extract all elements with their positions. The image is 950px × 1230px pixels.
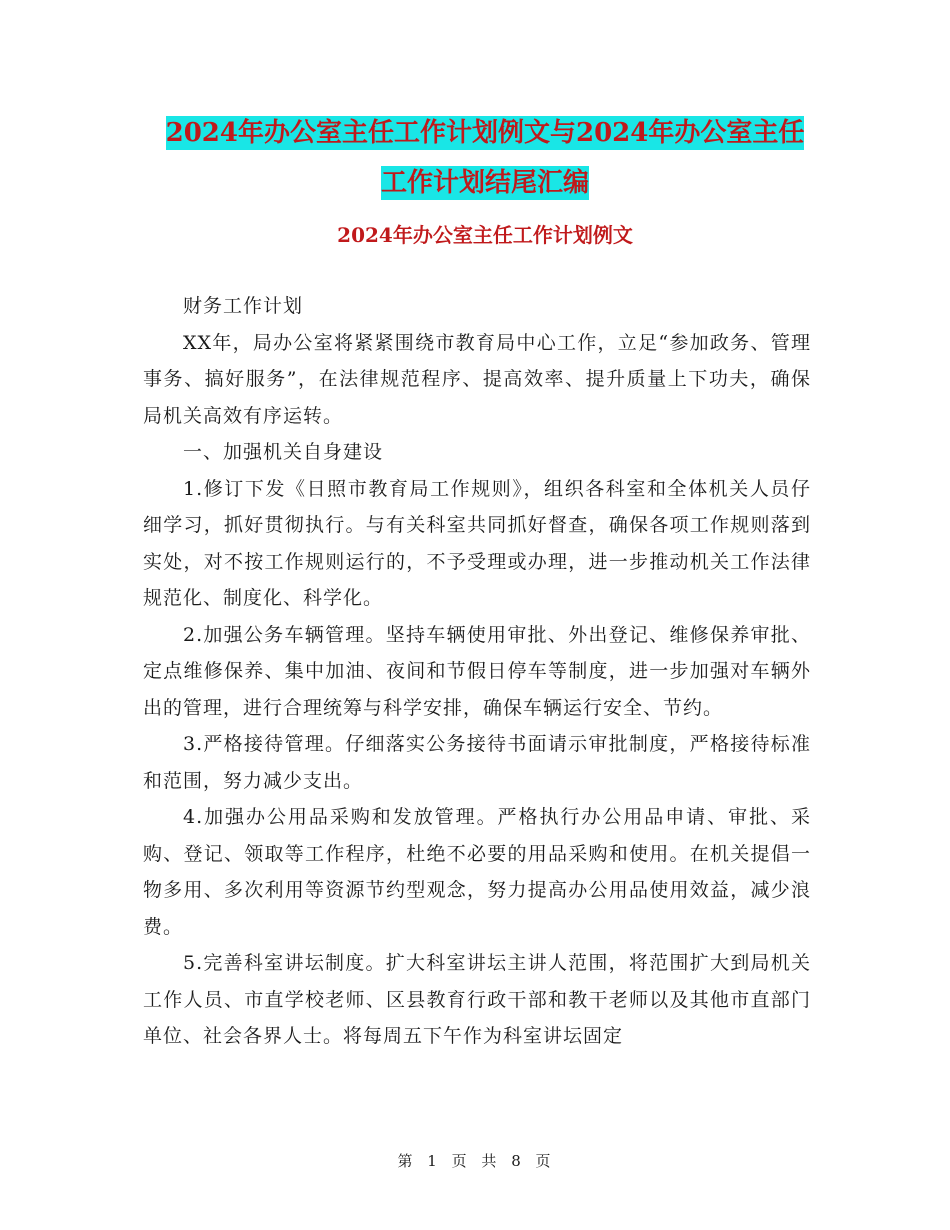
- footer-total-unit: 页: [535, 1152, 553, 1170]
- paragraph-heading-finance: 财务工作计划: [183, 295, 304, 317]
- footer-page-label: 第: [397, 1152, 415, 1170]
- footer-total-pages: 8: [511, 1152, 523, 1170]
- document-body: [143, 288, 811, 1055]
- document-title-line-2: 工作计划结尾汇编: [380, 168, 589, 198]
- paragraph-item-5: 5.完善科室讲坛制度。扩大科室讲坛主讲人范围，将范围扩大到局机关工作人员、市直学校老师、区县教育行政干部和教干老师以及其他市直部门单位、社会各界人士。将每周五下午作为科室讲坛固定: [143, 952, 811, 1047]
- section-title: 2024年办公室主任工作计划例文: [337, 223, 633, 247]
- page-footer: [0, 1150, 950, 1171]
- footer-page-unit: 页: [451, 1152, 469, 1170]
- footer-page-number: 1: [427, 1152, 439, 1170]
- paragraph-item-4: 4.加强办公用品采购和发放管理。严格执行办公用品申请、审批、采购、登记、领取等工作程序，杜绝不必要的用品采购和使用。在机关提倡一物多用、多次利用等资源节约型观念，努力提高办公用品使用效益，减少浪费。: [143, 806, 811, 938]
- document-title: [140, 108, 830, 208]
- paragraph-intro: XX年，局办公室将紧紧围绕市教育局中心工作，立足“参加政务、管理事务、搞好服务”，在法律规范程序、提高效率、提升质量上下功夫，确保局机关高效有序运转。: [143, 331, 811, 427]
- paragraph-item-3: 3.严格接待管理。仔细落实公务接待书面请示审批制度，严格接待标准和范围，努力减少支出。: [143, 733, 811, 792]
- paragraph-section-heading: 一、加强机关自身建设: [183, 441, 384, 463]
- footer-total-label: 共: [481, 1152, 499, 1170]
- paragraph-item-1: 1.修订下发《日照市教育局工作规则》，组织各科室和全体机关人员仔细学习，抓好贯彻执行。与有关科室共同抓好督查，确保各项工作规则落到实处，对不按工作规则运行的，不予受理或办理，进一步推动机关工作法律规范化、制度化、科学化。: [143, 477, 811, 609]
- paragraph-item-2: 2.加强公务车辆管理。坚持车辆使用审批、外出登记、维修保养审批、定点维修保养、集中加油、夜间和节假日停车等制度，进一步加强对车辆外出的管理，进行合理统筹与科学安排，确保车辆运行安全、节约。: [143, 623, 811, 719]
- document-title-line-1: 2024年办公室主任工作计划例文与2024年办公室主任: [165, 118, 805, 148]
